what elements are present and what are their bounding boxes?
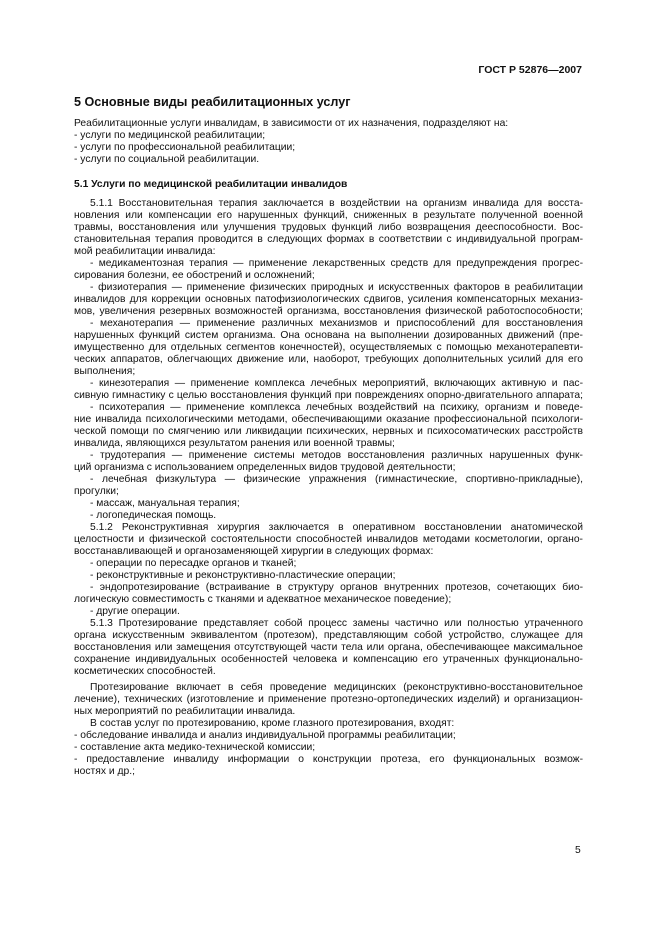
list-item: - массаж, мануальная терапия; xyxy=(90,498,240,509)
text-line: ций организма с использованием определенных видов трудовой деятельности; xyxy=(74,462,456,473)
text-line: лечение), технических (изготовление и применение протезно-ортопедических изделий) и организацион- xyxy=(74,694,583,705)
text-line: новления или компенсации его нарушенных функций, сниженных в результате полученной военной xyxy=(74,210,583,221)
list-item: - составление акта медико-технической комиссии; xyxy=(74,742,316,753)
list-item: - обследование инвалида и анализ индивидуальной программы реабилитации; xyxy=(74,730,456,741)
list-item: - медикаментозная терапия — применение лекарственных средств для предупреждения прогрес- xyxy=(90,258,583,269)
text-line: прогулки; xyxy=(74,486,119,497)
list-item: - услуги по медицинской реабилитации; xyxy=(74,130,266,141)
list-item: - логопедическая помощь. xyxy=(90,510,217,521)
text-line: сирования болезни, ее обострений и осложнений; xyxy=(74,270,315,281)
text-line: ческой помощи по смягчению или ликвидации психических, нервных и психосоматических расстройств xyxy=(74,426,583,437)
list-item: - механотерапия — применение различных механизмов и приспособлений для восстановления xyxy=(90,318,583,329)
list-item: - трудотерапия — применение системы методов восстановления различных нарушенных функ- xyxy=(90,450,583,461)
text-line: 5.1.2 Реконструктивная хирургия заключается в оперативном восстановлении анатомической xyxy=(90,522,583,533)
text-line: инвалида, являющихся результатом ранения или военной травмы; xyxy=(74,438,395,449)
text-line: 5.1.3 Протезирование представляет собой процесс замены частично или полностью утраченного xyxy=(90,618,583,629)
list-item: - физиотерапия — применение физических природных и искусственных факторов в реабилитации xyxy=(90,282,583,293)
text-line: мов, увеличения резервных возможностей организма, восстановления физической работоспособности; xyxy=(74,306,583,317)
list-item: - другие операции. xyxy=(90,606,180,617)
section-title: 5 Основные виды реабилитационных услуг xyxy=(74,95,351,109)
text-line: инвалидов для коррекции основных патофизиологических сдвигов, усиления компенсаторных механиз- xyxy=(74,294,583,305)
text-line: ние инвалида психологическими методами, обеспечивающими оказание профессиональной психологи- xyxy=(74,414,583,425)
text-line: выполнения; xyxy=(74,366,136,377)
text-line: логическую совместимость с тканями и адекватное механическое поведение); xyxy=(74,594,452,605)
text-line: ностях и др.; xyxy=(74,766,135,777)
text-line: восстановления или замещения отсутствующей части тела или органа, обеспечивающее максимальное xyxy=(74,642,583,653)
text-line: мой реабилитации инвалида: xyxy=(74,246,216,257)
text-line: становительная терапия проводится в следующих формах в соответствии с индивидуальной програм- xyxy=(74,234,583,245)
text-line: целостности и физической состоятельности способностей инвалидов методами косметологии, органо- xyxy=(74,534,583,545)
standard-code: ГОСТ Р 52876—2007 xyxy=(478,64,582,76)
text-line: Протезирование включает в себя проведение медицинских (реконструктивно-восстановительное xyxy=(90,682,583,693)
text-line: ческих аппаратов, облегчающих движение или, наоборот, требующих дополнительных усилий для его xyxy=(74,354,583,365)
page-number: 5 xyxy=(575,845,581,856)
list-item: - услуги по профессиональной реабилитации; xyxy=(74,142,296,153)
text-line: Реабилитационные услуги инвалидам, в зависимости от их назначения, подразделяют на: xyxy=(74,118,509,129)
list-item: - услуги по социальной реабилитации. xyxy=(74,154,260,165)
list-item: - операции по пересадке органов и тканей; xyxy=(90,558,297,569)
list-item: - реконструктивные и реконструктивно-пластические операции; xyxy=(90,570,396,581)
text-line: имущественно для отдельных сегментов конечностей), осуществляемых с помощью механотерапевти- xyxy=(74,342,583,353)
text-line: В состав услуг по протезированию, кроме глазного протезирования, входят: xyxy=(90,718,455,729)
text-line: нарушенных функций систем организма. Она основана на выполнении дозированных движений (пре- xyxy=(74,330,583,341)
text-line: косметических способностей. xyxy=(74,666,216,677)
list-item: - эндопротезирование (встраивание в структуру органов внутренних протезов, сочетающих био- xyxy=(90,582,583,593)
text-line: восстанавливающей и органозаменяющей хирургии в следующих формах: xyxy=(74,546,434,557)
text-line: сохранение индивидуальных особенностей человека и компенсацию его утраченных функционально- xyxy=(74,654,583,665)
text-line: 5.1.1 Восстановительная терапия заключается в воздействии на организм инвалида для восста- xyxy=(90,198,583,209)
list-item: - психотерапия — применение комплекса лечебных воздействий на психику, организм и поведе- xyxy=(90,402,583,413)
list-item: - кинезотерапия — применение комплекса лечебных мероприятий, включающих активную и пас- xyxy=(90,378,583,389)
text-line: сивную гимнастику с целью восстановления функций при повреждениях опорно-двигательного аппарата; xyxy=(74,390,583,401)
list-item: - лечебная физкультура — физические упражнения (гимнастические, спортивно-прикладные), xyxy=(90,474,583,485)
text-line: травмы, восстановления или улучшения трудовых функций либо возвращения дееспособности. Вос- xyxy=(74,222,583,233)
list-item: - предоставление инвалиду информации о конструкции протеза, его функциональных возмож- xyxy=(74,754,583,765)
subsection-title: 5.1 Услуги по медицинской реабилитации инвалидов xyxy=(74,179,348,190)
text-line: органа искусственным эквивалентом (протезом), представляющим собой устройство, служащее для xyxy=(74,630,583,641)
text-line: ных мероприятий по реабилитации инвалида. xyxy=(74,706,296,717)
